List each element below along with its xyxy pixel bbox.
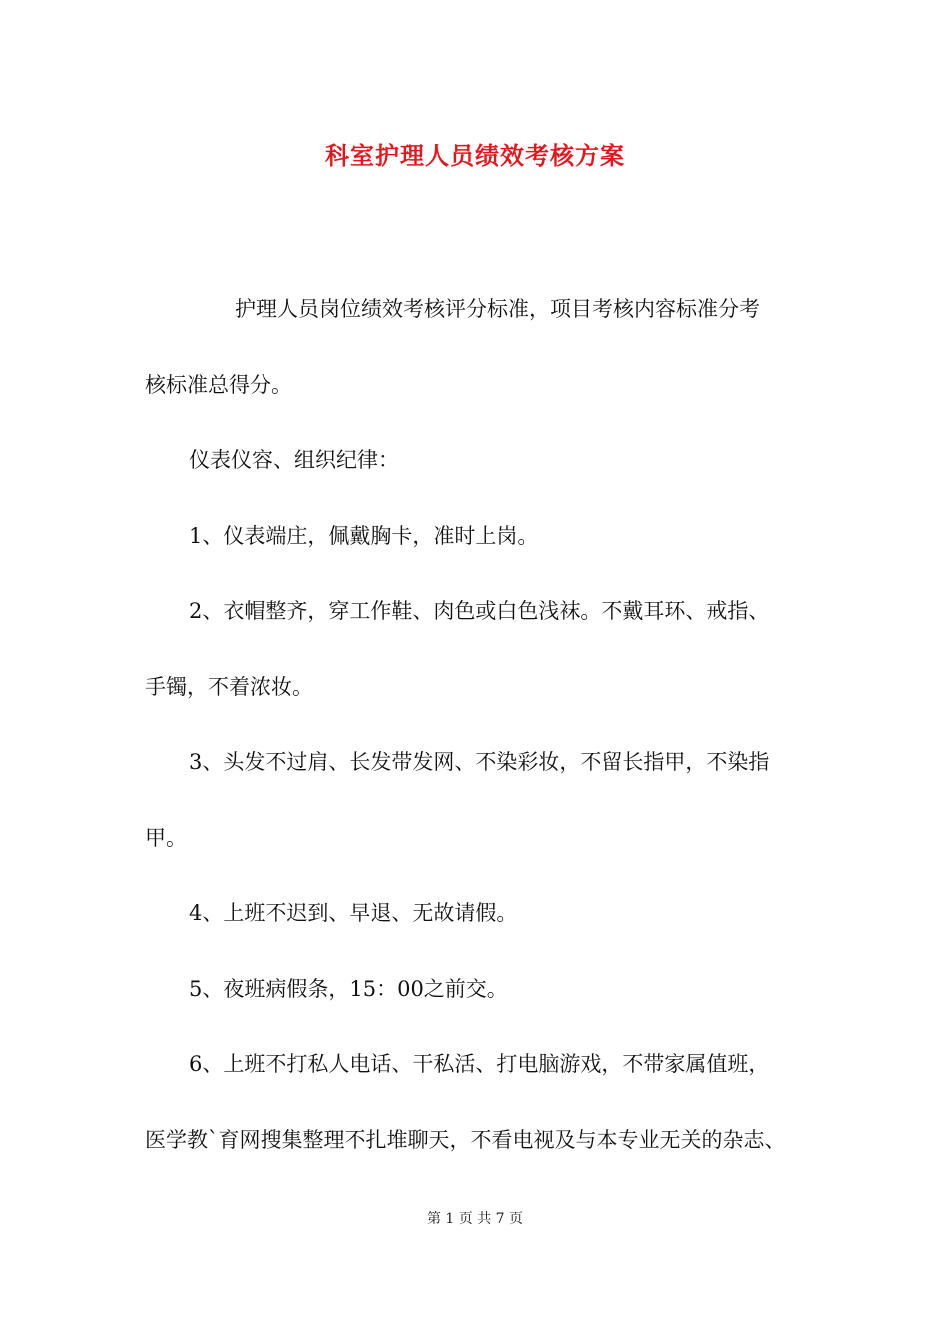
page-footer: 第 1 页 共 7 页 [426,1211,524,1227]
body-line: 1、仪表端庄，佩戴胸卡，准时上岗。 [189,523,539,548]
body-line: 甲。 [145,825,187,850]
body-line: 医学教`育网搜集整理不扎堆聊天，不看电视及与本专业无关的杂志、 [145,1127,786,1152]
body-line: 6、上班不打私人电话、干私活、打电脑游戏，不带家属值班， [189,1052,770,1076]
body-line: 仪表仪容、组织纪律： [189,448,399,472]
body-line: 5、夜班病假条，15：00之前交。 [189,976,508,1001]
body-line: 2、衣帽整齐，穿工作鞋、肉色或白色浅袜。不戴耳环、戒指、 [189,599,770,623]
body-line: 护理人员岗位绩效考核评分标准，项目考核内容标准分考 [235,297,760,321]
document-title: 科室护理人员绩效考核方案 [325,141,625,170]
body-line: 4、上班不迟到、早退、无故请假。 [189,901,518,925]
body-line: 手镯，不着浓妆。 [145,674,313,699]
document-body [145,272,815,1178]
body-line: 3、头发不过肩、长发带发网、不染彩妆，不留长指甲，不染指 [189,750,770,774]
body-line: 核标准总得分。 [145,372,292,397]
